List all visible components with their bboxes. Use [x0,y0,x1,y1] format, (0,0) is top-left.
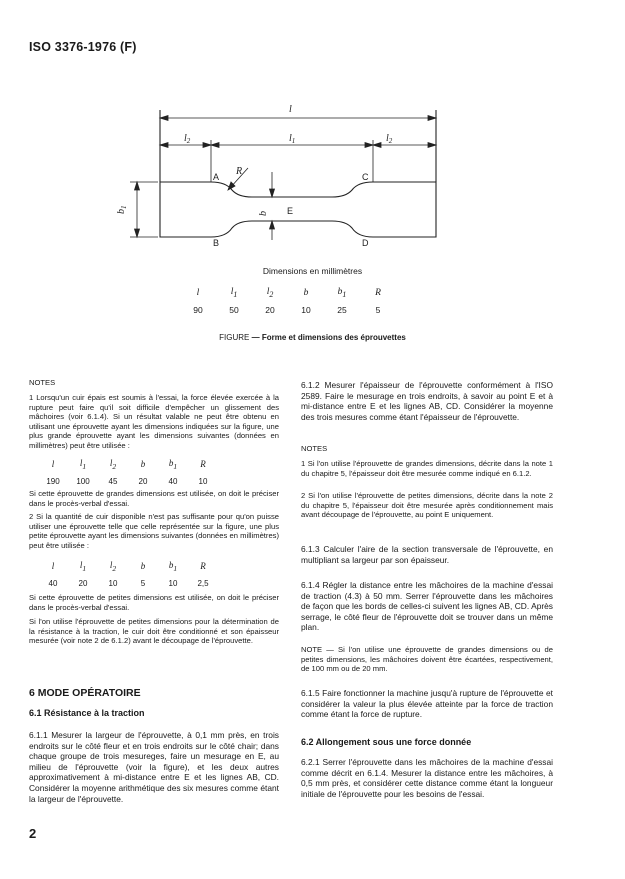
para-6-2-1: 6.2.1 Serrer l'éprouvette dans les mâchoires de la machine d'essai comme décrit en 6.1.4. Mesurer la distance entre les mâchoires, à 0,5 mm près, et considérer cette distance comme étant la longueur initiale de l'éprouvette pour les besoins de l'essai. [301,757,553,799]
page-number: 2 [29,826,37,841]
dim-sym: R [375,287,381,298]
right-notes-heading: NOTES [301,444,328,453]
nt-value: 190 [46,476,60,486]
dim-value: 20 [265,304,275,315]
caption-prefix: FIGURE [219,333,250,342]
specimen-outline [160,182,436,237]
nt-value: 2,5 [197,578,209,588]
nt-value: 20 [138,476,148,486]
nt-sym: $b_1$ [168,458,178,471]
nt-sym: l [51,459,55,470]
label-b: b [258,211,269,216]
nt-value: 40 [168,476,178,486]
nt-value: 10 [168,578,178,588]
note-jaws: NOTE — Si l'on utilise une éprouvette de grandes dimensions ou de petites dimensions, les mâchoires doivent être écartées, respectivement, de 100 mm ou de 20 mm. [301,645,553,674]
section-6-1-heading: 6.1 Résistance à la traction [29,708,145,718]
left-note-2-para: Si l'on utilise l'éprouvette de petites dimensions pour la détermination de la résistance à la traction, le cuir doit être conditionné et son épaisseur mesurée (voir note 2 de 6.1.2) avant le découpage de l'éprouvette. [29,617,279,646]
left-note-2-after: Si cette éprouvette de petites dimensions est utilisée, on doit le préciser dans le procès-verbal d'essai. [29,593,279,612]
left-note-1: 1 Lorsqu'un cuir épais est soumis à l'essai, la force élevée exercée à la rupture peut faire qu'il soit difficile d'empêcher un glissement des mâchoires (voir 6.1.4). Si un résultat valable ne peut être obtenu en utilisant une éprouvette ayant les dimensions indiquées sur la figure, une plus grande éprouvette ayant les dimensions suivantes (données en millimètres) peut être utilisée : [29,393,279,450]
figure-caption [0,333,625,342]
small-specimen-table [38,560,218,594]
nt-value: 45 [108,476,118,486]
nt-sym: b [140,459,146,470]
nt-value: 40 [48,578,58,588]
right-note-1: 1 Si l'on utilise l'éprouvette de grandes dimensions, décrite dans la note 1 du chapitre 5, l'épaisseur doit être mesurée comme indiqué en 6.1.2. [301,459,553,478]
nt-sym: R [200,459,206,470]
para-6-1-5: 6.1.5 Faire fonctionner la machine jusqu'à rupture de l'éprouvette et considérer la valeur la plus élevée atteinte par la force de traction comme étant la force de rupture. [301,688,553,720]
label-l1: $l_1$ [289,133,296,145]
nt-sym: b [140,561,146,572]
label-l2-left: $l_2$ [184,133,191,145]
para-6-1-3: 6.1.3 Calculer l'aire de la section transversale de l'éprouvette, en multipliant sa largeur par son épaisseur. [301,544,553,565]
left-note-2: 2 Si la quantité de cuir disponible n'est pas suffisante pour qu'on puisse utiliser une éprouvette telle que celle représentée sur la figure, une plus petite éprouvette ayant les dimensions suivantes (données en millimètres) peut être utilisée : [29,512,279,550]
section-6-2-heading: 6.2 Allongement sous une force donnée [301,737,472,747]
dim-sym: b [303,287,309,298]
nt-value: 20 [78,578,88,588]
dim-value: 5 [375,304,381,315]
dim-sym: $l_1$ [230,287,238,299]
nt-sym: l [51,561,55,572]
right-note-2: 2 Si l'on utilise l'éprouvette de petites dimensions, décrite dans la note 2 du chapitre 5, l'épaisseur doit être mesurée après conditionnement mais avant découpage de l'éprouvette, au point E uniquement. [301,491,553,520]
dimensions-table [180,286,396,320]
label-E: E [287,206,294,216]
nt-sym: $b_1$ [168,560,178,573]
left-note-1-after: Si cette éprouvette de grandes dimensions est utilisée, on doit le préciser dans le procès-verbal d'essai. [29,489,279,508]
dimensions-title: Dimensions en millimètres [262,266,363,276]
dim-sym: $l_2$ [266,287,274,299]
left-notes-heading: NOTES [29,378,56,387]
dim-sym: l [196,287,200,298]
nt-value: 10 [108,578,118,588]
dim-value: 10 [301,304,311,315]
label-A: A [213,172,220,182]
label-b1: $b_1$ [116,205,128,214]
section-6-heading: 6 MODE OPÉRATOIRE [29,687,141,699]
standard-header: ISO 3376-1976 (F) [29,40,137,54]
caption-text: — Forme et dimensions des éprouvettes [249,333,406,342]
para-6-1-1: 6.1.1 Mesurer la largeur de l'éprouvette, à 0,1 mm près, en trois endroits sur le côté fleur et en trois endroits sur le côté chair; dans chaque groupe de trois mesureges, faire un mesurage en E, au milieu de l'éprouvette (voir la figure), et les deux autres approximativement à mi-distance entre E et les lignes AB, CD. Considérer la moyenne arithmétique des six mesures comme étant la largeur de l'éprouvette. [29,730,279,804]
specimen-figure [0,0,625,265]
nt-value: 100 [76,476,90,486]
para-6-1-4: 6.1.4 Régler la distance entre les mâchoires de la machine d'essai de traction (4.3) à 50 mm. Serrer l'éprouvette dans les mâchoires de façon que les bords de celles-ci suivent les lignes AB, CD. Après serrage, le côté fleur de l'éprouvette doit se trouver dans un même plan. [301,580,553,633]
label-D: D [362,238,369,248]
para-6-1-2: 6.1.2 Mesurer l'épaisseur de l'éprouvette conformément à l'ISO 2589. Faire le mesurage en trois endroits, à savoir au point E et à mi-distance entre E et les lignes AB, CD. Considérer la moyenne des trois mesures comme étant l'épaisseur de l'éprouvette. [301,380,553,422]
nt-sym: $l_1$ [79,458,87,471]
label-R: R [236,166,243,177]
large-specimen-table [38,458,218,492]
dim-value: 25 [337,304,347,315]
label-l2-right: $l_2$ [386,133,393,145]
nt-sym: $l_2$ [109,458,117,471]
nt-sym: R [200,561,206,572]
dim-value: 50 [229,304,239,315]
label-B: B [213,238,220,248]
label-C: C [362,172,369,182]
nt-sym: $l_2$ [109,560,117,573]
nt-value: 10 [198,476,208,486]
label-l: l [289,104,292,115]
dim-sym: $b_1$ [337,287,347,299]
nt-sym: $l_1$ [79,560,87,573]
nt-value: 5 [140,578,146,588]
dim-value: 90 [193,304,203,315]
